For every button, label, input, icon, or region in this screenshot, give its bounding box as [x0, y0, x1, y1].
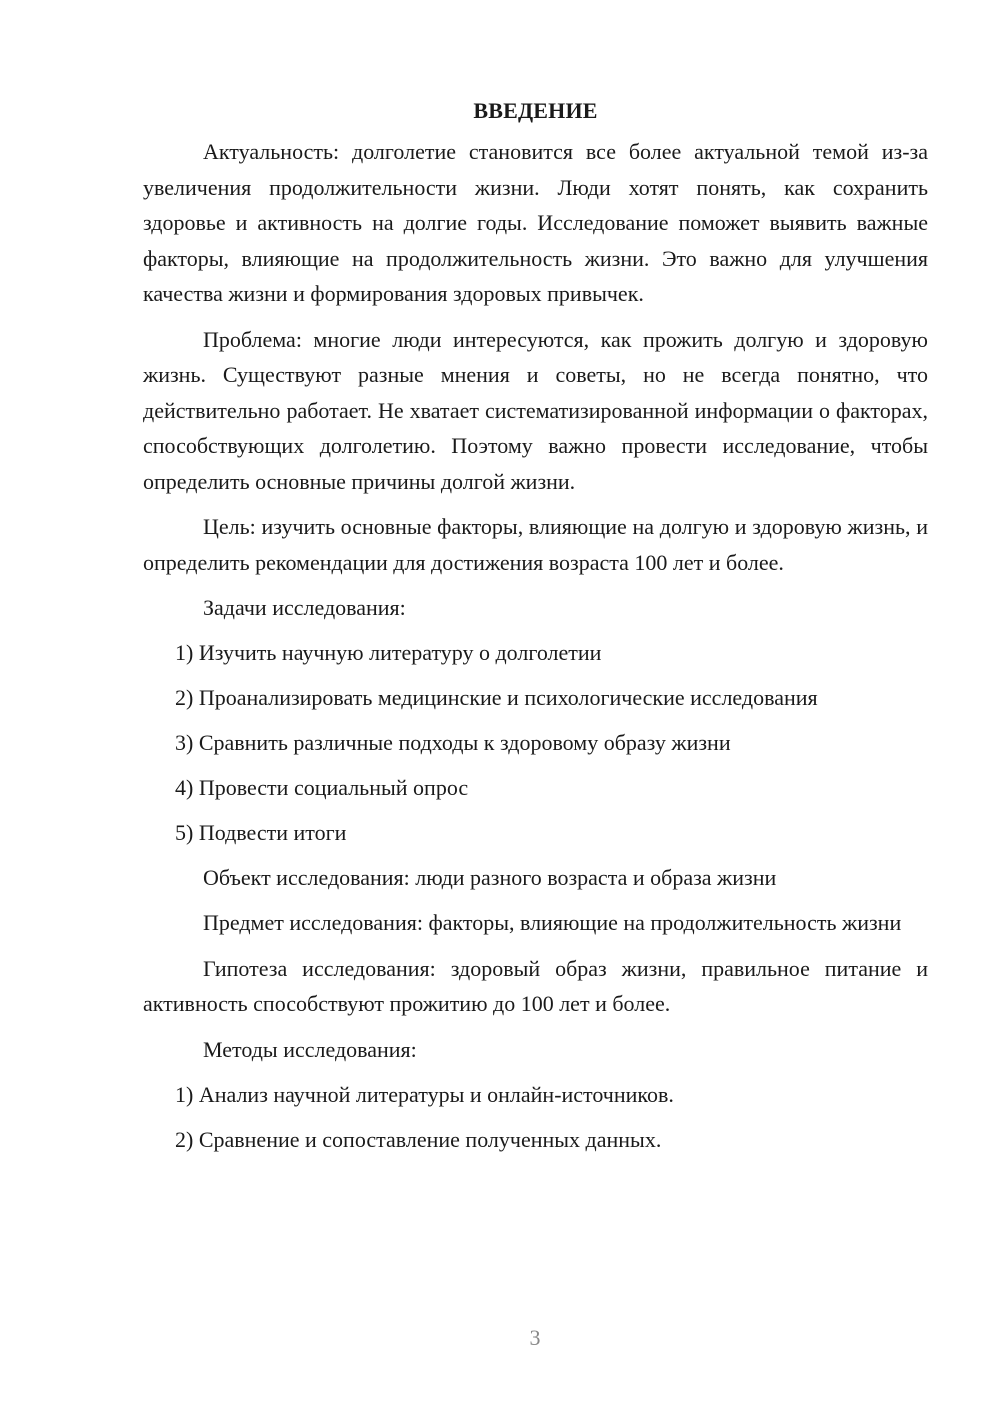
methods-heading: Методы исследования: [203, 1036, 417, 1062]
page-title: ВВЕДЕНИЕ [473, 98, 598, 123]
list-item: 5) Подвести итоги [175, 820, 347, 845]
relevance-paragraph: Актуальность: долголетие становится все более актуальной темой из-за увеличения продолжительности жизни. Люди хотят понять, как сохранить здоровье и активность на долгие годы. Исследование поможет выявить важные факторы, влияющие на продолжительность жизни. Это важно для улучшения качества жизни и формирования здоровых привычек. [143, 139, 928, 306]
list-item: 3) Сравнить различные подходы к здоровому образу жизни [175, 730, 731, 755]
tasks-list [143, 635, 928, 851]
subject-paragraph: Предмет исследования: факторы, влияющие на продолжительность жизни [203, 910, 902, 935]
page-number: 3 [529, 1325, 541, 1350]
list-item: 2) Сравнение и сопоставление полученных данных. [175, 1126, 662, 1152]
list-item: 1) Анализ научной литературы и онлайн-источников. [175, 1081, 674, 1107]
problem-paragraph: Проблема: многие люди интересуются, как прожить долгую и здоровую жизнь. Существуют разные мнения и советы, но не всегда понятно, что действительно работает. Не хватает систематизированной информации о факторах, способствующих долголетию. Поэтому важно провести исследование, чтобы определить основные причины долгой жизни. [143, 326, 928, 494]
hypothesis-paragraph: Гипотеза исследования: здоровый образ жизни, правильное питание и активность способствуют прожитию до 100 лет и более. [143, 955, 928, 1016]
object-paragraph: Объект исследования: люди разного возраста и образа жизни [203, 865, 777, 890]
list-item: 1) Изучить научную литературу о долголетии [175, 640, 602, 665]
list-item: 4) Провести социальный опрос [175, 775, 469, 800]
goal-paragraph: Цель: изучить основные факторы, влияющие на долгую и здоровую жизнь, и определить рекомендации для достижения возраста 100 лет и более. [143, 514, 928, 575]
methods-list [143, 1077, 928, 1158]
tasks-heading: Задачи исследования: [203, 595, 406, 620]
document-page [143, 96, 928, 1167]
list-item: 2) Проанализировать медицинские и психологические исследования [175, 685, 818, 710]
